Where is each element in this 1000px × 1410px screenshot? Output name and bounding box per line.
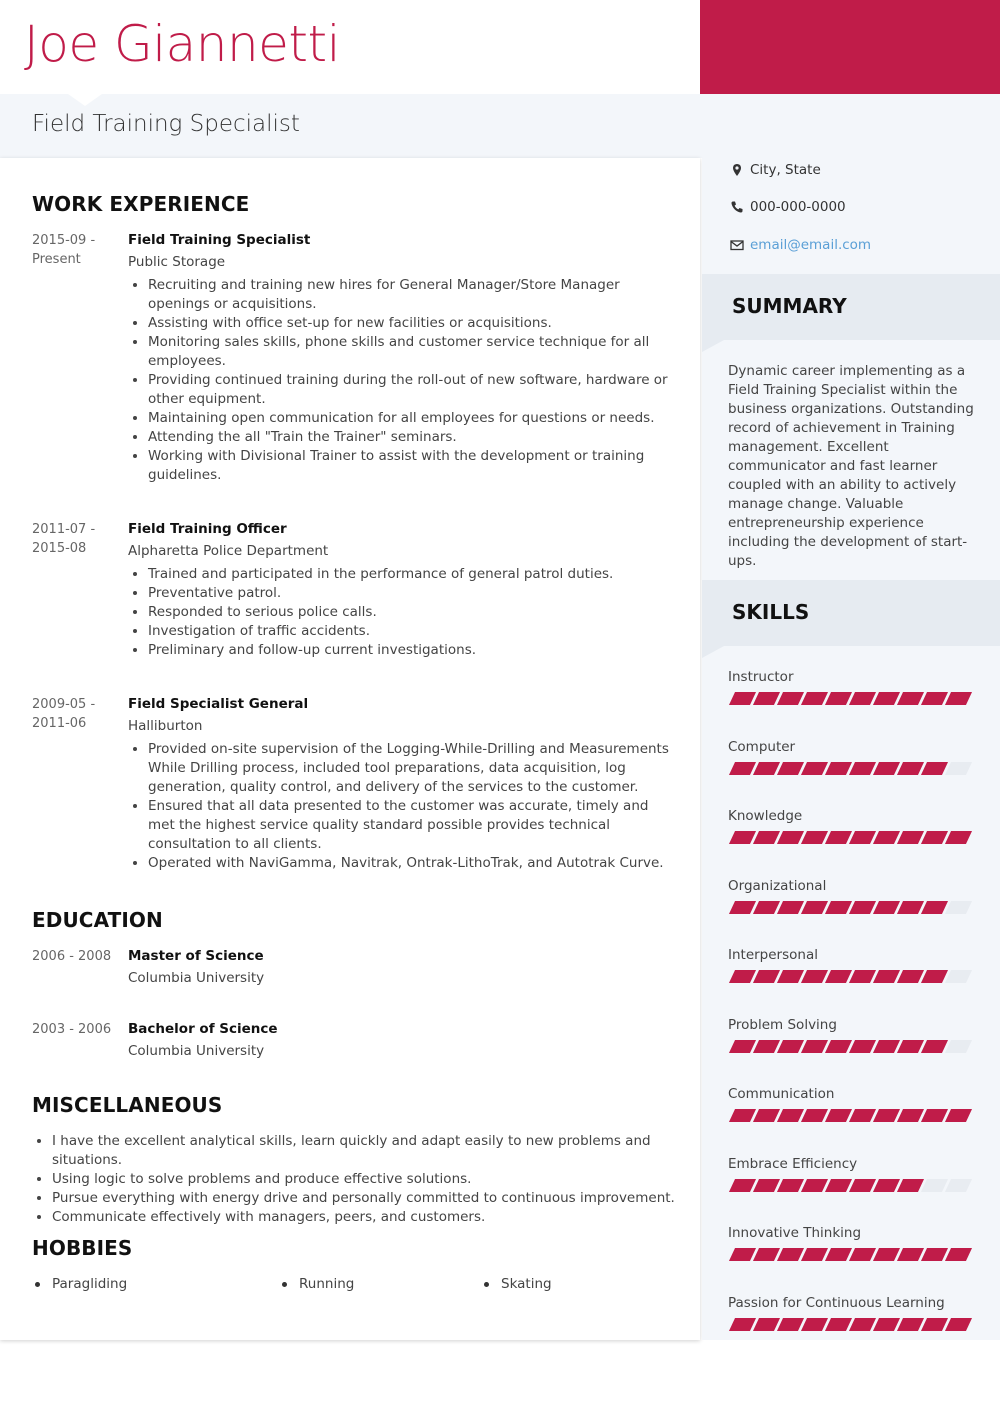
skill-name: Communication [728,1086,835,1102]
skill-rating-segment [897,692,924,705]
summary-heading-box [702,274,1000,340]
experience-org: Alpharetta Police Department [128,543,329,559]
skill-rating-segment [777,1318,804,1331]
experience-bullet: • Providing continued training during the roll-out of new software, hardware or other equipment. [148,371,673,409]
skill-item [728,946,973,983]
skill-rating-segment [825,831,852,844]
experience-body [128,231,673,485]
skill-rating-segment [921,1318,948,1331]
skill-rating-segment [849,692,876,705]
experience-body [128,520,673,660]
skill-rating-segment [729,1040,756,1053]
skill-rating-segment [873,1179,900,1192]
skill-rating-segment [729,1248,756,1261]
experience-bullets [128,565,673,660]
candidate-name: Joe Giannetti [24,15,341,73]
accent-block [700,0,1000,94]
skill-rating-segment [945,831,972,844]
skill-name: Passion for Continuous Learning [728,1294,945,1311]
skill-rating-segment [873,970,900,983]
miscellaneous-item: • Pursue everything with energy drive and personally committed to continuous improvement. [52,1189,682,1208]
skill-rating-segment [753,692,780,705]
skill-name: Knowledge [728,808,803,824]
skill-rating-segment [777,1040,804,1053]
phone-text: 000-000-0000 [750,199,846,215]
experience-bullet: • Monitoring sales skills, phone skills and customer service technique for all employees. [148,333,673,371]
skill-rating-segment [825,762,852,775]
experience-dates: 2015-09 - Present [32,233,96,267]
skill-name: Computer [728,738,796,755]
skill-rating-segment [777,901,804,914]
skill-rating-segment [801,1040,828,1053]
skill-name: Instructor [728,669,794,685]
miscellaneous-item: • Communicate effectively with managers, peers, and customers. [52,1208,682,1227]
skill-rating-segment [945,762,972,775]
title-notch [68,94,102,106]
skill-rating-segment [849,831,876,844]
skill-name: Organizational [728,877,827,894]
skill-rating-segment [753,1318,780,1331]
education-school: Columbia University [128,1043,265,1059]
skill-rating-segment [825,1109,852,1122]
skill-name: Interpersonal [728,947,818,963]
phone-icon [730,200,744,214]
skill-rating-segment [729,901,756,914]
skill-rating-segment [801,1179,828,1192]
skill-rating-segment [753,1040,780,1053]
skill-rating-segment [945,901,972,914]
skill-rating-segment [753,1109,780,1122]
skills-notch [702,646,724,658]
skill-rating-segment [897,1318,924,1331]
skill-rating-segment [849,1109,876,1122]
skill-rating-segment [897,762,924,775]
experience-bullet: • Preventative patrol. [148,584,673,603]
miscellaneous-list [32,1132,682,1227]
skill-rating-segment [849,970,876,983]
summary-notch [702,340,724,352]
skill-rating-bar [728,970,973,983]
skill-rating-segment [777,1109,804,1122]
experience-body [128,695,673,873]
skill-rating-segment [753,762,780,775]
skill-rating-segment [729,762,756,775]
skill-rating-segment [801,1318,828,1331]
skills-heading-box [702,580,1000,646]
experience-bullet: • Responded to serious police calls. [148,603,673,622]
skill-rating-segment [849,762,876,775]
skill-rating-segment [897,831,924,844]
hobby-item: Skating [481,1275,552,1294]
skill-rating-segment [729,692,756,705]
skill-item [728,1155,973,1192]
skill-rating-segment [729,1179,756,1192]
skill-rating-segment [945,1179,972,1192]
miscellaneous-item: • Using logic to solve problems and produce effective solutions. [52,1170,682,1189]
education-body [128,1020,673,1061]
education-degree: Bachelor of Science [128,1021,278,1037]
skill-rating-segment [921,901,948,914]
experience-role: Field Training Specialist [128,232,311,248]
hobby-item: Paragliding [32,1275,127,1294]
skill-rating-segment [753,970,780,983]
skill-rating-segment [849,1179,876,1192]
skill-rating-segment [921,1179,948,1192]
experience-bullet: • Assisting with office set-up for new facilities or acquisitions. [148,314,673,333]
education-school: Columbia University [128,970,265,986]
skill-item [728,738,973,775]
skill-name: Problem Solving [728,1016,837,1033]
skill-rating-bar [728,901,973,914]
skill-rating-segment [921,1109,948,1122]
title-bar [0,94,1000,158]
experience-bullet: • Investigation of traffic accidents. [148,622,673,641]
skill-rating-segment [945,1318,972,1331]
education-dates: 2006 - 2008 [32,949,112,964]
skill-rating-segment [873,901,900,914]
education-heading: EDUCATION [32,908,163,932]
skill-rating-segment [777,762,804,775]
skill-rating-segment [777,831,804,844]
map-pin-icon [730,163,744,177]
skill-rating-segment [849,901,876,914]
skill-rating-segment [801,901,828,914]
hobbies-heading: HOBBIES [32,1236,133,1260]
skill-name: Innovative Thinking [728,1225,862,1241]
skill-rating-segment [849,1248,876,1261]
experience-bullet: • Recruiting and training new hires for General Manager/Store Manager openings or acquisitions. [148,276,673,314]
education-degree: Master of Science [128,948,264,964]
skill-item [728,668,973,705]
experience-bullet: • Provided on-site supervision of the Logging-While-Drilling and Measurements While Drilling process, included tool preparations, data acquisition, log generation, quality control, and delivery of the services to the customer. [148,740,673,797]
skill-rating-bar [728,1109,973,1122]
skill-rating-segment [921,831,948,844]
skill-item [728,1016,973,1053]
skill-rating-segment [873,1318,900,1331]
location-text: City, State [750,162,821,178]
skill-item [728,807,973,844]
job-title: Field Training Specialist [32,111,300,137]
experience-org: Public Storage [128,254,226,270]
experience-bullet: • Preliminary and follow-up current investigations. [148,641,673,660]
skills-heading: SKILLS [732,600,810,624]
skill-item [728,1224,973,1261]
skill-rating-segment [825,1179,852,1192]
skill-rating-segment [945,692,972,705]
name-bar [0,0,700,94]
skill-rating-segment [825,970,852,983]
skill-rating-segment [801,692,828,705]
skill-rating-segment [945,1040,972,1053]
experience-bullet: • Operated with NaviGamma, Navitrak, Ontrak-LithoTrak, and Autotrak Curve. [148,854,673,873]
experience-dates: 2011-07 - 2015-08 [32,522,96,556]
skill-rating-segment [921,1040,948,1053]
envelope-icon [730,238,744,252]
experience-bullet: • Trained and participated in the performance of general patrol duties. [148,565,673,584]
skill-rating-segment [825,692,852,705]
skill-rating-segment [897,1248,924,1261]
experience-bullet: • Maintaining open communication for all employees for questions or needs. [148,409,673,428]
hobbies-list [32,1275,682,1297]
skill-rating-segment [753,901,780,914]
skill-rating-segment [729,831,756,844]
skill-rating-segment [921,970,948,983]
skill-rating-bar [728,1318,973,1331]
email-link[interactable]: email@email.com [750,237,872,253]
skill-rating-segment [753,1179,780,1192]
skill-rating-segment [801,970,828,983]
summary-text: Dynamic career implementing as a Field Training Specialist within the business organizations. Outstanding record of achievement in Training management. Excellent communicator and fast learner coupled with an ability to actively manage change. Valuable entrepreneurship experience including the development of start-ups. [728,363,974,569]
skill-rating-segment [729,1109,756,1122]
skill-rating-segment [753,1248,780,1261]
skill-rating-segment [825,901,852,914]
skill-rating-segment [873,692,900,705]
skill-name: Embrace Efficiency [728,1155,858,1172]
hobby-item: Running [279,1275,354,1294]
skill-rating-segment [801,831,828,844]
skill-rating-segment [945,970,972,983]
skill-rating-segment [897,901,924,914]
education-dates: 2003 - 2006 [32,1022,112,1037]
skill-rating-segment [945,1248,972,1261]
skill-rating-segment [849,1040,876,1053]
skill-rating-segment [825,1318,852,1331]
skill-item [728,1294,973,1331]
experience-org: Halliburton [128,718,203,734]
skill-rating-segment [777,692,804,705]
summary-heading: SUMMARY [732,294,847,318]
skill-rating-segment [801,1109,828,1122]
skill-rating-segment [729,1318,756,1331]
skill-rating-segment [921,1248,948,1261]
skill-rating-bar [728,831,973,844]
experience-bullets [128,740,673,873]
skill-rating-segment [921,762,948,775]
skill-rating-bar [728,692,973,705]
experience-role: Field Specialist General [128,696,309,712]
skill-rating-bar [728,762,973,775]
skill-rating-segment [897,1040,924,1053]
skill-rating-segment [849,1318,876,1331]
skill-rating-segment [825,1040,852,1053]
skill-rating-segment [825,1248,852,1261]
experience-role: Field Training Officer [128,521,287,537]
skill-rating-segment [873,1040,900,1053]
skill-rating-segment [873,1248,900,1261]
skill-rating-bar [728,1179,973,1192]
miscellaneous-heading: MISCELLANEOUS [32,1093,223,1117]
skill-rating-segment [921,692,948,705]
skill-rating-bar [728,1248,973,1261]
miscellaneous-item: • I have the excellent analytical skills, learn quickly and adapt easily to new problems and situations. [52,1132,682,1170]
skill-item [728,1085,973,1122]
work-experience-heading: WORK EXPERIENCE [32,192,250,216]
skill-rating-segment [777,1179,804,1192]
experience-bullet: • Ensured that all data presented to the customer was accurate, timely and met the highest service quality standard possible provides technical consultation to all clients. [148,797,673,854]
skill-rating-segment [801,762,828,775]
skill-rating-segment [873,1109,900,1122]
education-body [128,947,673,988]
skill-rating-segment [945,1109,972,1122]
skill-item [728,877,973,914]
skill-rating-segment [897,1179,924,1192]
skill-rating-segment [777,970,804,983]
skill-rating-bar [728,1040,973,1053]
skill-rating-segment [873,762,900,775]
skill-rating-segment [801,1248,828,1261]
experience-bullet: • Attending the all "Train the Trainer" seminars. [148,428,673,447]
skill-rating-segment [753,831,780,844]
skill-rating-segment [777,1248,804,1261]
skill-rating-segment [873,831,900,844]
skill-rating-segment [729,970,756,983]
skill-rating-segment [897,970,924,983]
skill-rating-segment [897,1109,924,1122]
experience-bullets [128,276,673,485]
experience-dates: 2009-05 - 2011-06 [32,697,96,731]
experience-bullet: • Working with Divisional Trainer to assist with the development or training guidelines. [148,447,673,485]
